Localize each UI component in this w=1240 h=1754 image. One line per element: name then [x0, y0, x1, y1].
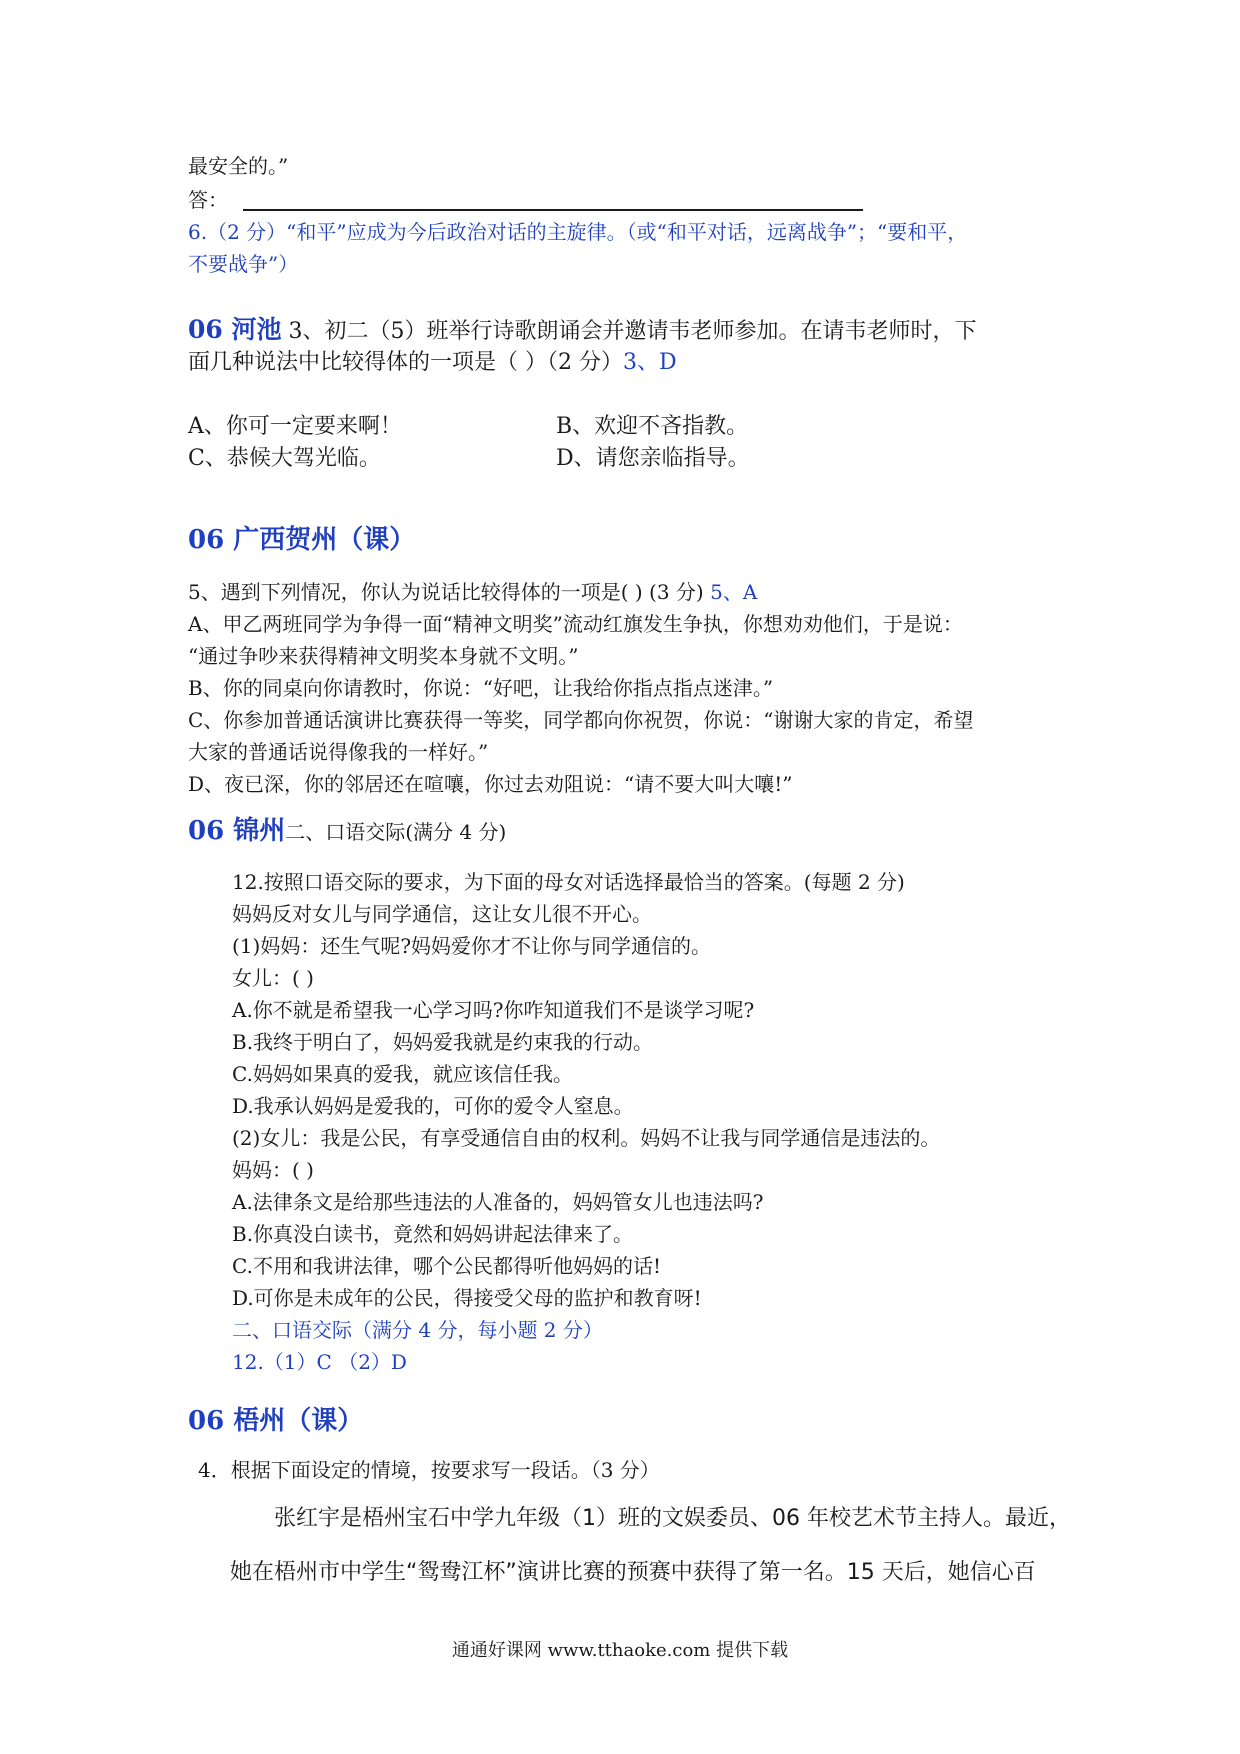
option-b: B、欢迎不吝指教。 [556, 414, 749, 439]
option-d: D、请您亲临指导。 [556, 446, 750, 471]
passage-line: 她在梧州市中学生“鸳鸯江杯”演讲比赛的预赛中获得了第一名。15 天后，她信心百 [230, 1560, 1036, 1585]
question-text: 12.按照口语交际的要求，为下面的母女对话选择最恰当的答案。(每题 2 分) [232, 870, 905, 894]
text-line: 妈妈：( ) [232, 1158, 314, 1182]
answer-key: 3、D [623, 350, 677, 375]
source-heading: 06 广西贺州（课） [188, 525, 416, 555]
option-b: B.我终于明白了，妈妈爱我就是约束我的行动。 [232, 1030, 654, 1054]
answer-label: 答： [188, 188, 228, 212]
text-line: 最安全的。” [188, 154, 289, 178]
option-d: D、夜已深，你的邻居还在喧嚷，你过去劝阻说：“请不要大叫大嚷!” [188, 772, 793, 796]
option-b: B、你的同桌向你请教时，你说：“好吧，让我给你指点指点迷津。” [188, 676, 774, 700]
answer-key-line: 不要战争”） [188, 252, 299, 276]
text-line: 女儿：( ) [232, 966, 314, 990]
page-footer: 通通好课网 www.tthaoke.com 提供下载 [451, 1640, 789, 1661]
option-a: A.你不就是希望我一心学习吗?你咋知道我们不是谈学习呢? [232, 998, 755, 1022]
source-heading: 06 梧州（课） [188, 1406, 364, 1436]
option-a: A、你可一定要来啊！ [188, 414, 402, 439]
option-c: C.不用和我讲法律，哪个公民都得听他妈妈的话! [232, 1254, 661, 1278]
text-line: (2)女儿：我是公民，有享受通信自由的权利。妈妈不让我与同学通信是违法的。 [232, 1126, 941, 1150]
question-text: 二、口语交际(满分 4 分) [285, 820, 507, 844]
source-heading: 06 锦州 [188, 816, 286, 846]
question-text: 4．根据下面设定的情境，按要求写一段话。（3 分） [198, 1458, 660, 1482]
question-line [188, 314, 977, 347]
option-a: A.法律条文是给那些违法的人准备的，妈妈管女儿也违法吗? [232, 1190, 764, 1214]
option-a-cont: “通过争吵来获得精神文明奖本身就不文明。” [188, 644, 579, 668]
source-heading: 06 河池 [188, 315, 282, 344]
passage-line: 张红宇是梧州宝石中学九年级（1）班的文娱委员、06 年校艺术节主持人。最近， [274, 1506, 1071, 1531]
question-line [188, 814, 506, 848]
text-line: 妈妈反对女儿与同学通信，这让女儿很不开心。 [232, 902, 652, 926]
option-c: C.妈妈如果真的爱我，就应该信任我。 [232, 1062, 573, 1086]
option-a: A、甲乙两班同学为争得一面“精神文明奖”流动红旗发生争执，你想劝劝他们，于是说： [188, 612, 963, 636]
question-line [188, 348, 677, 378]
question-text: 3、初二（5）班举行诗歌朗诵会并邀请韦老师参加。在请韦老师时，下 [281, 319, 977, 344]
option-c-cont: 大家的普通话说得像我的一样好。” [188, 740, 489, 764]
question-text: 5、遇到下列情况，你认为说话比较得体的一项是( ) (3 分) [188, 580, 704, 604]
option-c: C、你参加普通话演讲比赛获得一等奖，同学都向你祝贺，你说：“谢谢大家的肯定，希望 [188, 708, 974, 732]
option-b: B.你真没白读书，竟然和妈妈讲起法律来了。 [232, 1222, 634, 1246]
option-d: D.可你是未成年的公民，得接受父母的监护和教育呀! [232, 1286, 702, 1310]
answer-blank-line [243, 209, 863, 211]
option-d: D.我承认妈妈是爱我的，可你的爱令人窒息。 [232, 1094, 634, 1118]
question-line [188, 578, 757, 606]
option-c: C、恭候大驾光临。 [188, 446, 381, 471]
answer-key: 5、A [710, 580, 758, 604]
answer-key-line: 6.（2 分）“和平”应成为今后政治对话的主旋律。（或“和平对话，远离战争”；“要和平， [188, 220, 968, 244]
text-line: (1)妈妈：还生气呢?妈妈爱你才不让你与同学通信的。 [232, 934, 712, 958]
answer-key-line: 12.（1）C （2）D [232, 1350, 407, 1374]
answer-key-line: 二、口语交际（满分 4 分，每小题 2 分） [232, 1318, 603, 1342]
question-text: 面几种说法中比较得体的一项是（ ）（2 分） [188, 350, 623, 375]
